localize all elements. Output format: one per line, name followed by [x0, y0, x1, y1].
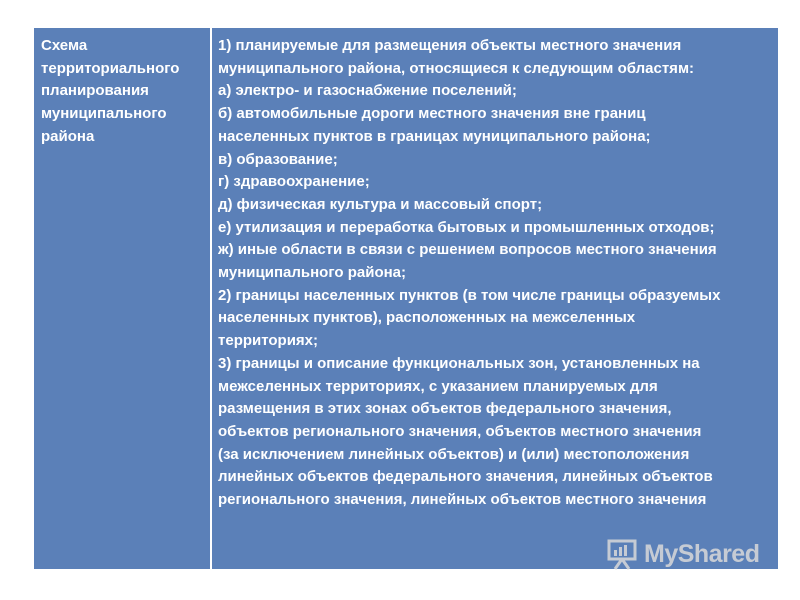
right-cell-line: г) здравоохранение;	[218, 173, 370, 191]
right-cell-line: д) физическая культура и массовый спорт;	[218, 195, 543, 213]
right-cell-line: е) утилизация и переработка бытовых и промышленных отходов;	[218, 218, 715, 236]
left-cell-line: территориального	[41, 59, 180, 77]
right-cell-line: регионального значения, линейных объектов местного значения	[218, 491, 707, 509]
left-cell-line: планирования	[41, 82, 149, 100]
table-cell-left	[34, 28, 210, 569]
left-cell-line: района	[41, 127, 95, 145]
right-cell-line: территориях;	[218, 332, 319, 350]
right-cell-line: (за исключением линейных объектов) и (или) местоположения	[218, 445, 690, 463]
right-cell-line: населенных пунктов в границах муниципального района;	[218, 127, 651, 145]
right-cell-line: муниципального района;	[218, 264, 407, 282]
right-cell-line: в) образование;	[218, 150, 338, 168]
left-cell-line: Схема	[41, 37, 88, 54]
content-table	[34, 28, 778, 569]
watermark-text: MyShared	[644, 539, 760, 568]
right-cell-line: межселенных территориях, с указанием планируемых для	[218, 377, 658, 395]
right-cell-line: линейных объектов федерального значения, линейных объектов	[218, 468, 713, 486]
right-cell-line: объектов регионального значения, объектов местного значения	[218, 422, 702, 440]
right-cell-line: муниципального района, относящиеся к следующим областям:	[218, 59, 695, 77]
right-cell-line: а) электро- и газоснабжение поселений;	[218, 82, 517, 100]
right-cell-line: 3) границы и описание функциональных зон, установленных на	[218, 354, 700, 372]
table-cell-right	[212, 28, 778, 569]
right-cell-line: 2) границы населенных пунктов (в том числе границы образуемых	[218, 286, 721, 304]
right-cell-line: размещения в этих зонах объектов федерального значения,	[218, 400, 672, 418]
left-cell-line: муниципального	[41, 105, 167, 123]
presentation-board-icon	[606, 538, 640, 570]
myshared-watermark	[606, 538, 759, 570]
right-cell-line: б) автомобильные дороги местного значения вне границ	[218, 105, 646, 123]
right-cell-line: 1) планируемые для размещения объекты местного значения	[218, 37, 682, 54]
right-cell-line: ж) иные области в связи с решением вопросов местного значения	[218, 241, 717, 259]
right-cell-line: населенных пунктов), расположенных на межселенных	[218, 309, 636, 327]
